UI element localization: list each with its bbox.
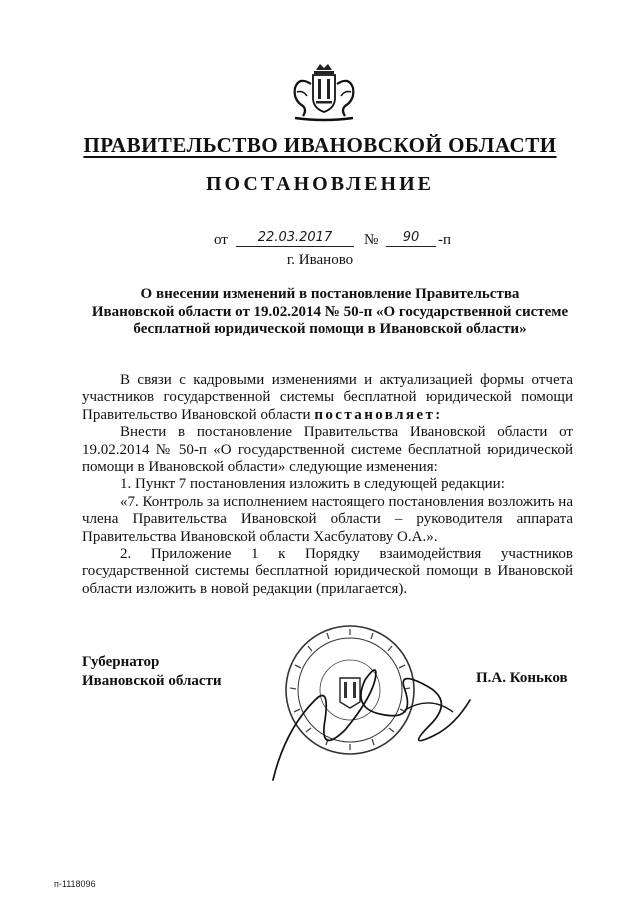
coat-of-arms-icon xyxy=(289,62,359,122)
subject-line: О внесении изменений в постановление Правительства xyxy=(140,286,520,302)
body-paragraph: Внести в постановление Правительства Ивановской области от 19.02.2014 № 50-п «О государственной системе бесплатной юридической помощи в Ивановской области» следующие изменения: xyxy=(82,424,573,476)
number-value: 90 xyxy=(386,230,436,247)
body-paragraph: «7. Контроль за исполнением настоящего постановления возложить на члена Правительства Ивановской области – руководителя аппарата Правительства Ивановской области Хасбулатову О.А.». xyxy=(82,493,573,545)
document-code: п-1118096 xyxy=(54,879,96,889)
document-body xyxy=(82,372,573,598)
date-value: 22.03.2017 xyxy=(236,230,354,247)
action-word: постановляет: xyxy=(314,406,443,423)
number-prefix: № xyxy=(364,232,379,248)
number-suffix: -п xyxy=(438,232,452,248)
signatory-name: П.А. Коньков xyxy=(476,670,568,686)
signatory-position xyxy=(82,653,222,691)
position-line: Губернатор xyxy=(82,654,160,670)
body-paragraph: 2. Приложение 1 к Порядку взаимодействия участников государственной системы бесплатной юридической помощи в Ивановской области изложить в новой редакции (прилагается). xyxy=(82,546,573,597)
document-type: ПОСТАНОВЛЕНИЕ xyxy=(206,173,434,195)
body-paragraph: 1. Пункт 7 постановления изложить в следующей редакции: xyxy=(120,476,505,493)
handwritten-signature-icon xyxy=(255,640,485,790)
document-subject xyxy=(80,286,580,339)
organization-title: ПРАВИТЕЛЬСТВО ИВАНОВСКОЙ ОБЛАСТИ xyxy=(83,133,557,157)
body-paragraph: В связи с кадровыми изменениями и актуализацией формы отчета участников государственной системы бесплатной юридической помощи Правительство Ивановской области постановляет: xyxy=(82,372,573,423)
registration-row xyxy=(214,232,474,249)
position-line: Ивановской области xyxy=(82,673,222,689)
date-prefix: от xyxy=(214,232,228,248)
subject-line: Ивановской области от 19.02.2014 № 50-п «О государственной системе xyxy=(91,303,569,320)
subject-line: бесплатной юридической помощи в Ивановской области» xyxy=(133,321,527,337)
city: г. Иваново xyxy=(286,252,354,268)
